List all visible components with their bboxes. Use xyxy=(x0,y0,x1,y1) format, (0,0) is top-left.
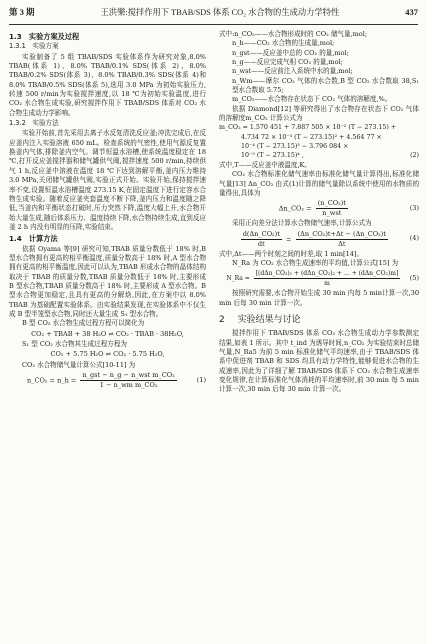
equation-5-numerator: [(dΔn_CO₂)₁ + (dΔn_CO₂)₂ + … + (dΔn_CO₂)m] xyxy=(255,270,399,278)
reaction-equation-s1-type: CO₂ + 5.75 H₂O ⇌ CO₂ · 5.75 H₂O, xyxy=(50,350,165,359)
section-1-4-heading: 1.4 计算方法 xyxy=(9,234,58,244)
equation-1-denominator: 1 − n_wm m_CO₂ xyxy=(99,381,158,390)
paragraph-average-rate: N_Ra 为 CO₂ 水合物生成速率的平均值,计算公式[15] 为 xyxy=(232,258,399,267)
header-rule xyxy=(9,24,418,25)
equation-4-right-fraction xyxy=(296,230,388,249)
section-2-heading xyxy=(219,316,419,325)
equation-3 xyxy=(219,199,419,218)
equation-3-numerator: (n_CO₂)t xyxy=(317,199,346,208)
equation-4 xyxy=(219,230,419,249)
equation-3-lhs: Δn_CO₂ = xyxy=(278,204,312,213)
variable-def-nwm: n_Wm——摩尔 CO₂ 气体的水合数,B 型 CO₂ 水合数取 38,S₁ 型水合数取 5.75; xyxy=(232,76,419,95)
equation-3-number: (3) xyxy=(409,204,419,213)
equation-3-fraction xyxy=(316,199,348,218)
running-title: 王洪樂:搅拌作用下 TBAB/SDS 体系 CO₂ 水合物的生成动力学特性 xyxy=(100,8,340,17)
equation-4-left-fraction xyxy=(241,230,282,249)
left-column xyxy=(9,30,206,642)
equation-2-line-1: m_CO₂ = 1.570 451 + 7.887 505 × 10⁻² (T − 273.15) + xyxy=(219,124,397,132)
equation-4-right-numerator: (Δn_CO₂)t+Δt − (Δn_CO₂)t xyxy=(297,229,386,238)
equation-2-number: (2) xyxy=(410,152,419,160)
paragraph-s1-type-equation: S₁ 型 CO₂ 水合物其生成过程方程为 xyxy=(22,340,127,348)
equation-4-number: (4) xyxy=(409,234,419,243)
equation-1-numerator: n_gst − n_g − n_wst m_CO₂ xyxy=(82,371,175,380)
variable-def-nh: n_h——CO₂ 水合物的生成量,mol; xyxy=(232,39,335,48)
variable-def-intro: 式中:n_CO₂——水合物形成时的 CO₂ 储气量,mol; xyxy=(219,30,368,38)
paragraph-calc-interval: 按照研究需要,水合物开始生成 30 min 内每 5 min计算一次,30 min 后每 30 min 计算一次。 xyxy=(219,289,419,307)
section-1-3-heading: 1.3 实验方案及过程 xyxy=(9,32,80,41)
equation-5 xyxy=(219,269,419,288)
equation-5-lhs: N_Ra = xyxy=(226,275,250,283)
equation-4-right-denominator: Δt xyxy=(338,239,346,248)
equation-1 xyxy=(9,371,206,390)
paragraph-results-intro: 搅拌作用下 TBAB/SDS 体系 CO₂ 水合物生成动力学参数测定结果,如表 1 所示。其中 t_ind 为诱导时间,n_CO₂ 为实验结束时总储气量,N_Ra5 为前 5 min 标准化储气平均速率,由于 TBAB/SDS 体系中促进剂 TBAB 和 SDS 均具有动力学特性,能够促进水合物的生成速率,因此为了详细了解 TBAB/SDS 体系下 CO₂ 水合物生成速率变化规律,在计算标准化气体消耗的平均速率时,前 30 min 每 5 min 计算一次,30 min 后每 30 min 计算一次。 xyxy=(219,329,419,394)
section-1-3-2-heading: 1.3.2 实验方法 xyxy=(9,119,59,128)
reaction-equation-b-type: CO₂ + TBAB + 38 H₂O ⇌ CO₂ · TBAB · 38H₂O, xyxy=(31,329,184,338)
paragraph-difference-method: 采用正向差分法计算水合物储气速率,计算公式为 xyxy=(232,219,372,228)
variable-def-t: 式中,T——反应釜中液温度,K。 xyxy=(219,160,311,169)
variable-def-dt: 式中,Δt——两个时刻之间的时差,取 1 min[14]。 xyxy=(219,249,364,258)
equation-1-number: (1) xyxy=(196,375,206,384)
section-2-number: 2 xyxy=(219,314,225,325)
equation-4-left-denominator: dt xyxy=(257,239,265,248)
section-2-title: 实验结果与讨论 xyxy=(237,314,301,325)
equation-2 xyxy=(219,123,419,160)
paragraph-experiment-plan: 实验制备了 5 组 TBAB/SDS 实验体系作为研究对象,8.0% TBAB(体系 1)、8.0% TBAB/0.1% SDS(体系 2)、8.0% TBAB/0.2% SDS(体系 3)、8.0% TBAB/0.3% SDS(体系 4)和 8.0% TBAB/0.5% SDS(体系 5),选用 3.0 MPa 为初始实验压力,转速 500 r/min为实验搅拌速度,以 18 ℃为初始实验温度,进行 CO₂ 水合物生成实验,研究搅拌作用下 TBAB/SDS 体系对 CO₂ 水合物生成动力学影响。 xyxy=(9,52,206,117)
paragraph-storage-formula: CO₂ 水合物储气量计算公式[10-11] 为 xyxy=(22,360,136,369)
paragraph-b-type-equation: B 型 CO₂ 水合物生成过程方程可以简化为 xyxy=(22,319,145,328)
equation-3-denominator: n_wst xyxy=(322,209,342,218)
page-number: 437 xyxy=(405,7,418,17)
equation-5-number: (5) xyxy=(409,274,419,283)
equation-5-denominator: m xyxy=(324,280,330,288)
equation-5-fraction xyxy=(254,269,401,288)
variable-def-ng: n_g——反应完成气相 CO₂ 的量,mol; xyxy=(232,58,343,67)
issue-number: 第 3 期 xyxy=(9,7,35,17)
paragraph-calculation-intro: 依据 Oyama 等[9] 研究可知,TBAB 质量分数低于 18% 时,B 型水合物拥有更高的相平衡温度,质量分数高于 18% 时,A 型水合物拥有更高的相平衡温度,因此可以认为,TBAB 形成水合物的晶体结构取决于 TBAB 的质量分数,TBAB 质量分数低于 18% 时,主要形成 B 型水合物,TBAB 质量分数高于 18% 时,主要形成 A 型水合物。B 型水合物更加稳定,且具有更高的分解焓,因此,在方案中以 8.0% TBAB 为基础配置实验体系。由实验结果发现,在实验体系中不仅生成 B 型半笼型水合物,同时还大量生成 S₁ 型水合物。 xyxy=(9,244,206,318)
equation-2-line-3: 10⁻⁴ (T − 273.15)³ − 3.796 084 × xyxy=(241,143,349,151)
paragraph-experiment-method: 实验开始前,首先采用去离子水反复清洗反应釜;冲洗完成后,在反应釜内注入实验溶液 650 mL。检查系统的气密性,使用气源反复置换釜内气体,排除釜内空气。调节恒温水浴槽,使系统温度稳定在 18 ℃,打开反应釜搅拌器和储气罐供气阀,搅拌速度 500 r/min,持续供气 1 h,反应釜中溶液在温度 18 ℃下达到溶解平衡,釜内压力维持 3.0 MPa,关闭储气罐供气阀,实验正式开始。实验开始,保持搅拌速率不变,设置恒温水浴槽温度 273.15 K,在固定温度下进行定容水合物生成实验。随着反应釜夹套温度不断下降,釜内压力和温度随之降低,当釜内和平衡状态打破时,压力突然下降,温度大幅上升,水合物开始大量生成,随后体系压力、温度持续下降,水合物持续生成,直到反应釜 2 h 内没有明显的压降,实验结束。 xyxy=(9,129,206,231)
page-header xyxy=(0,0,427,24)
section-1-3-1-heading: 1.3.1 实验方案 xyxy=(9,42,59,51)
equation-1-fraction xyxy=(80,371,176,390)
paragraph-solubility: 依据 Diamond[12] 等研究得出了水合物存在状态下 CO₂ 气体的溶解度m_CO₂ 计算公式为 xyxy=(219,104,419,123)
equation-2-line-2: 4.734 72 × 10⁻³ (T − 273.15)² + 4.564 77 × xyxy=(241,133,382,141)
equation-2-line-4: 10⁻⁵ (T − 273.15)⁴ , xyxy=(241,152,304,160)
equation-1-lhs: n_CO₂ = n_h = xyxy=(26,376,77,385)
right-column xyxy=(219,30,419,642)
variable-def-ngst: n_gst——反应釜中总的 CO₂ 的量,mol; xyxy=(232,48,349,57)
equation-4-equals: = xyxy=(285,235,292,244)
variable-def-mco2: m_CO₂——水合物存在状态下 CO₂ 气体的溶解度,%。 xyxy=(232,95,392,104)
equation-4-left-numerator: d(Δn_CO₂)t xyxy=(242,229,280,238)
paragraph-normalized-storage: CO₂ 水合物标准化储气速率由标准化储气量计算得出,标准化储气量[13] Δn_CO₂ 由式(1)计算的储气量除以系统中使用的水物质的量得出,具体为 xyxy=(219,170,419,197)
variable-def-nwst: n_wst——反应前注入系统中水的量,mol; xyxy=(232,67,353,76)
